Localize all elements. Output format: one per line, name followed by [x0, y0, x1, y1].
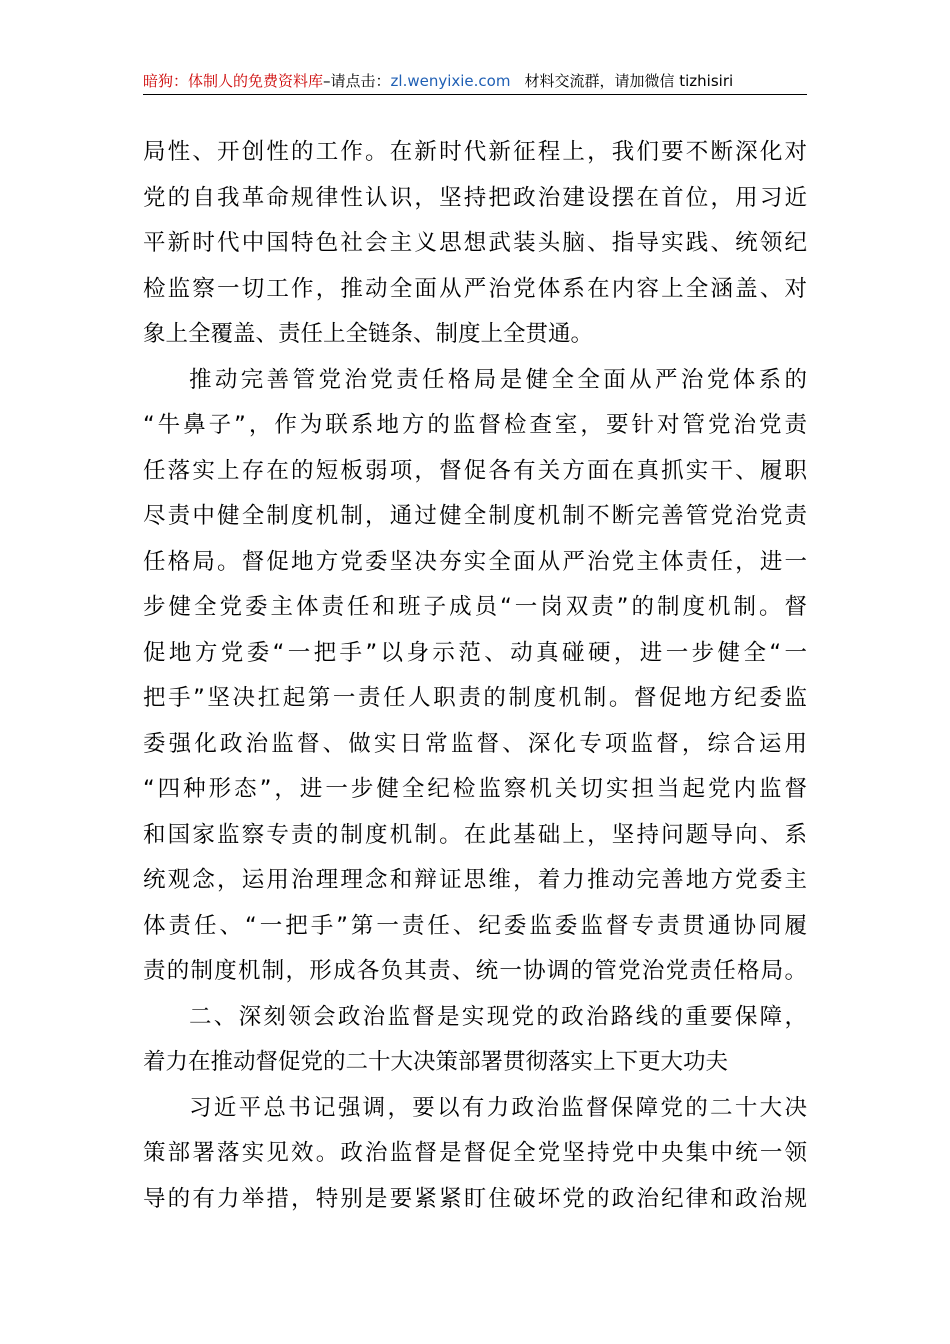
body-line-paragraph-start: 推动完善管党治党责任格局是健全全面从严治党体系的 — [189, 366, 807, 393]
body-line: 策部署落实见效。政治监督是督促全党坚持党中央集中统一领 — [143, 1140, 807, 1166]
section-heading-line: 二、深刻领会政治监督是实现党的政治路线的重要保障， — [189, 1003, 807, 1030]
header-brand: 暗狗：体制人的免费资料库 — [143, 72, 324, 90]
body-line: “四种形态”，进一步健全纪检监察机关切实担当起党内监督 — [143, 776, 807, 802]
body-line: 促地方党委“一把手”以身示范、动真碰硬，进一步健全“一 — [143, 639, 807, 666]
document-body — [143, 130, 807, 1222]
header-link[interactable]: zl.wenyixie.com — [390, 72, 511, 90]
body-line: 任落实上存在的短板弱项，督促各有关方面在真抓实干、履职 — [143, 457, 807, 484]
header-group-info: 材料交流群，请加微信 tizhisiri — [524, 72, 734, 90]
body-line: 把手”坚决扛起第一责任人职责的制度机制。督促地方纪委监 — [143, 685, 807, 711]
section-heading-line: 着力在推动督促党的二十大决策部署贯彻落实上下更大功夫 — [143, 1049, 729, 1075]
body-line: 统观念，运用治理理念和辩证思维，着力推动完善地方党委主 — [143, 867, 807, 893]
page-header — [143, 68, 807, 95]
body-line: 委强化政治监督、做实日常监督、深化专项监督，综合运用 — [143, 730, 807, 757]
body-line: 步健全党委主体责任和班子成员“一岗双责”的制度机制。督 — [143, 594, 807, 620]
body-line: 象上全覆盖、责任上全链条、制度上全贯通。 — [143, 321, 594, 347]
body-line: 任格局。督促地方党委坚决夯实全面从严治党主体责任，进一 — [143, 548, 807, 575]
body-line: 体责任、“一把手”第一责任、纪委监委监督专责贯通协同履 — [143, 912, 807, 939]
body-line: 导的有力举措，特别是要紧紧盯住破坏党的政治纪律和政治规 — [143, 1185, 807, 1212]
body-line: 尽责中健全制度机制，通过健全制度机制不断完善管党治党责 — [143, 503, 807, 529]
body-line-paragraph-start: 习近平总书记强调，要以有力政治监督保障党的二十大决 — [189, 1094, 807, 1121]
body-line: 平新时代中国特色社会主义思想武装头脑、指导实践、统领纪 — [143, 230, 807, 256]
body-line: 责的制度机制，形成各负其责、统一协调的管党治党责任格局。 — [143, 958, 807, 984]
header-prompt: –请点击： — [323, 72, 391, 90]
body-line: 局性、开创性的工作。在新时代新征程上，我们要不断深化对 — [143, 139, 807, 165]
body-line: “牛鼻子”，作为联系地方的监督检查室，要针对管党治党责 — [143, 412, 807, 438]
body-line: 检监察一切工作，推动全面从严治党体系在内容上全涵盖、对 — [143, 275, 807, 302]
body-line: 党的自我革命规律性认识，坚持把政治建设摆在首位，用习近 — [143, 184, 807, 211]
body-line: 和国家监察专责的制度机制。在此基础上，坚持问题导向、系 — [143, 821, 807, 848]
